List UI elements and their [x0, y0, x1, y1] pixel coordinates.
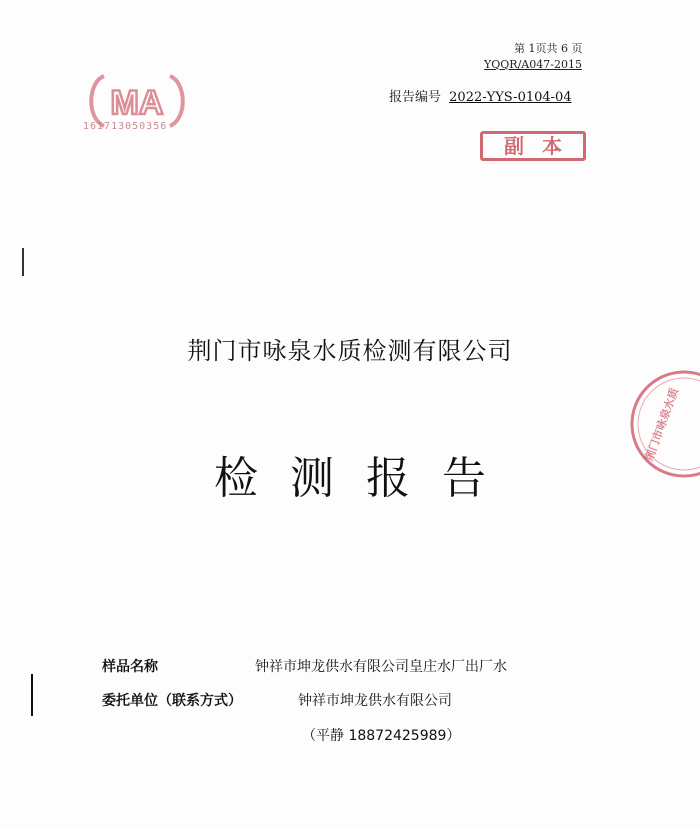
client-value: 钟祥市坤龙供水有限公司 [298, 693, 452, 709]
report-number-label: 报告编号 [389, 90, 442, 105]
client-contact: （平静 18872425989） [302, 728, 461, 744]
sample-name-value: 钟祥市坤龙供水有限公司皇庄水厂出厂水 [255, 659, 507, 675]
form-code: YQQR/A047-2015 [484, 58, 582, 71]
report-number-value: 2022-YYS-0104-04 [449, 90, 572, 105]
page-count: 第 1页共 6 页 [514, 42, 583, 55]
report-title: 检测报告 [214, 453, 518, 504]
client-label: 委托单位（联系方式） [102, 693, 242, 709]
edge-mark-bottom [31, 674, 33, 716]
edge-mark-top [22, 248, 24, 276]
company-seal [624, 364, 700, 484]
copy-stamp: 副本 [480, 131, 586, 161]
svg-text:荆门市咏泉水质: 荆门市咏泉水质 [642, 386, 682, 464]
report-number [389, 86, 572, 105]
sample-name-label: 样品名称 [102, 659, 158, 675]
ma-stamp-letters: MA [110, 84, 164, 122]
company-name: 荆门市咏泉水质检测有限公司 [187, 337, 513, 365]
ma-stamp-number: 161713050356 [83, 121, 168, 132]
